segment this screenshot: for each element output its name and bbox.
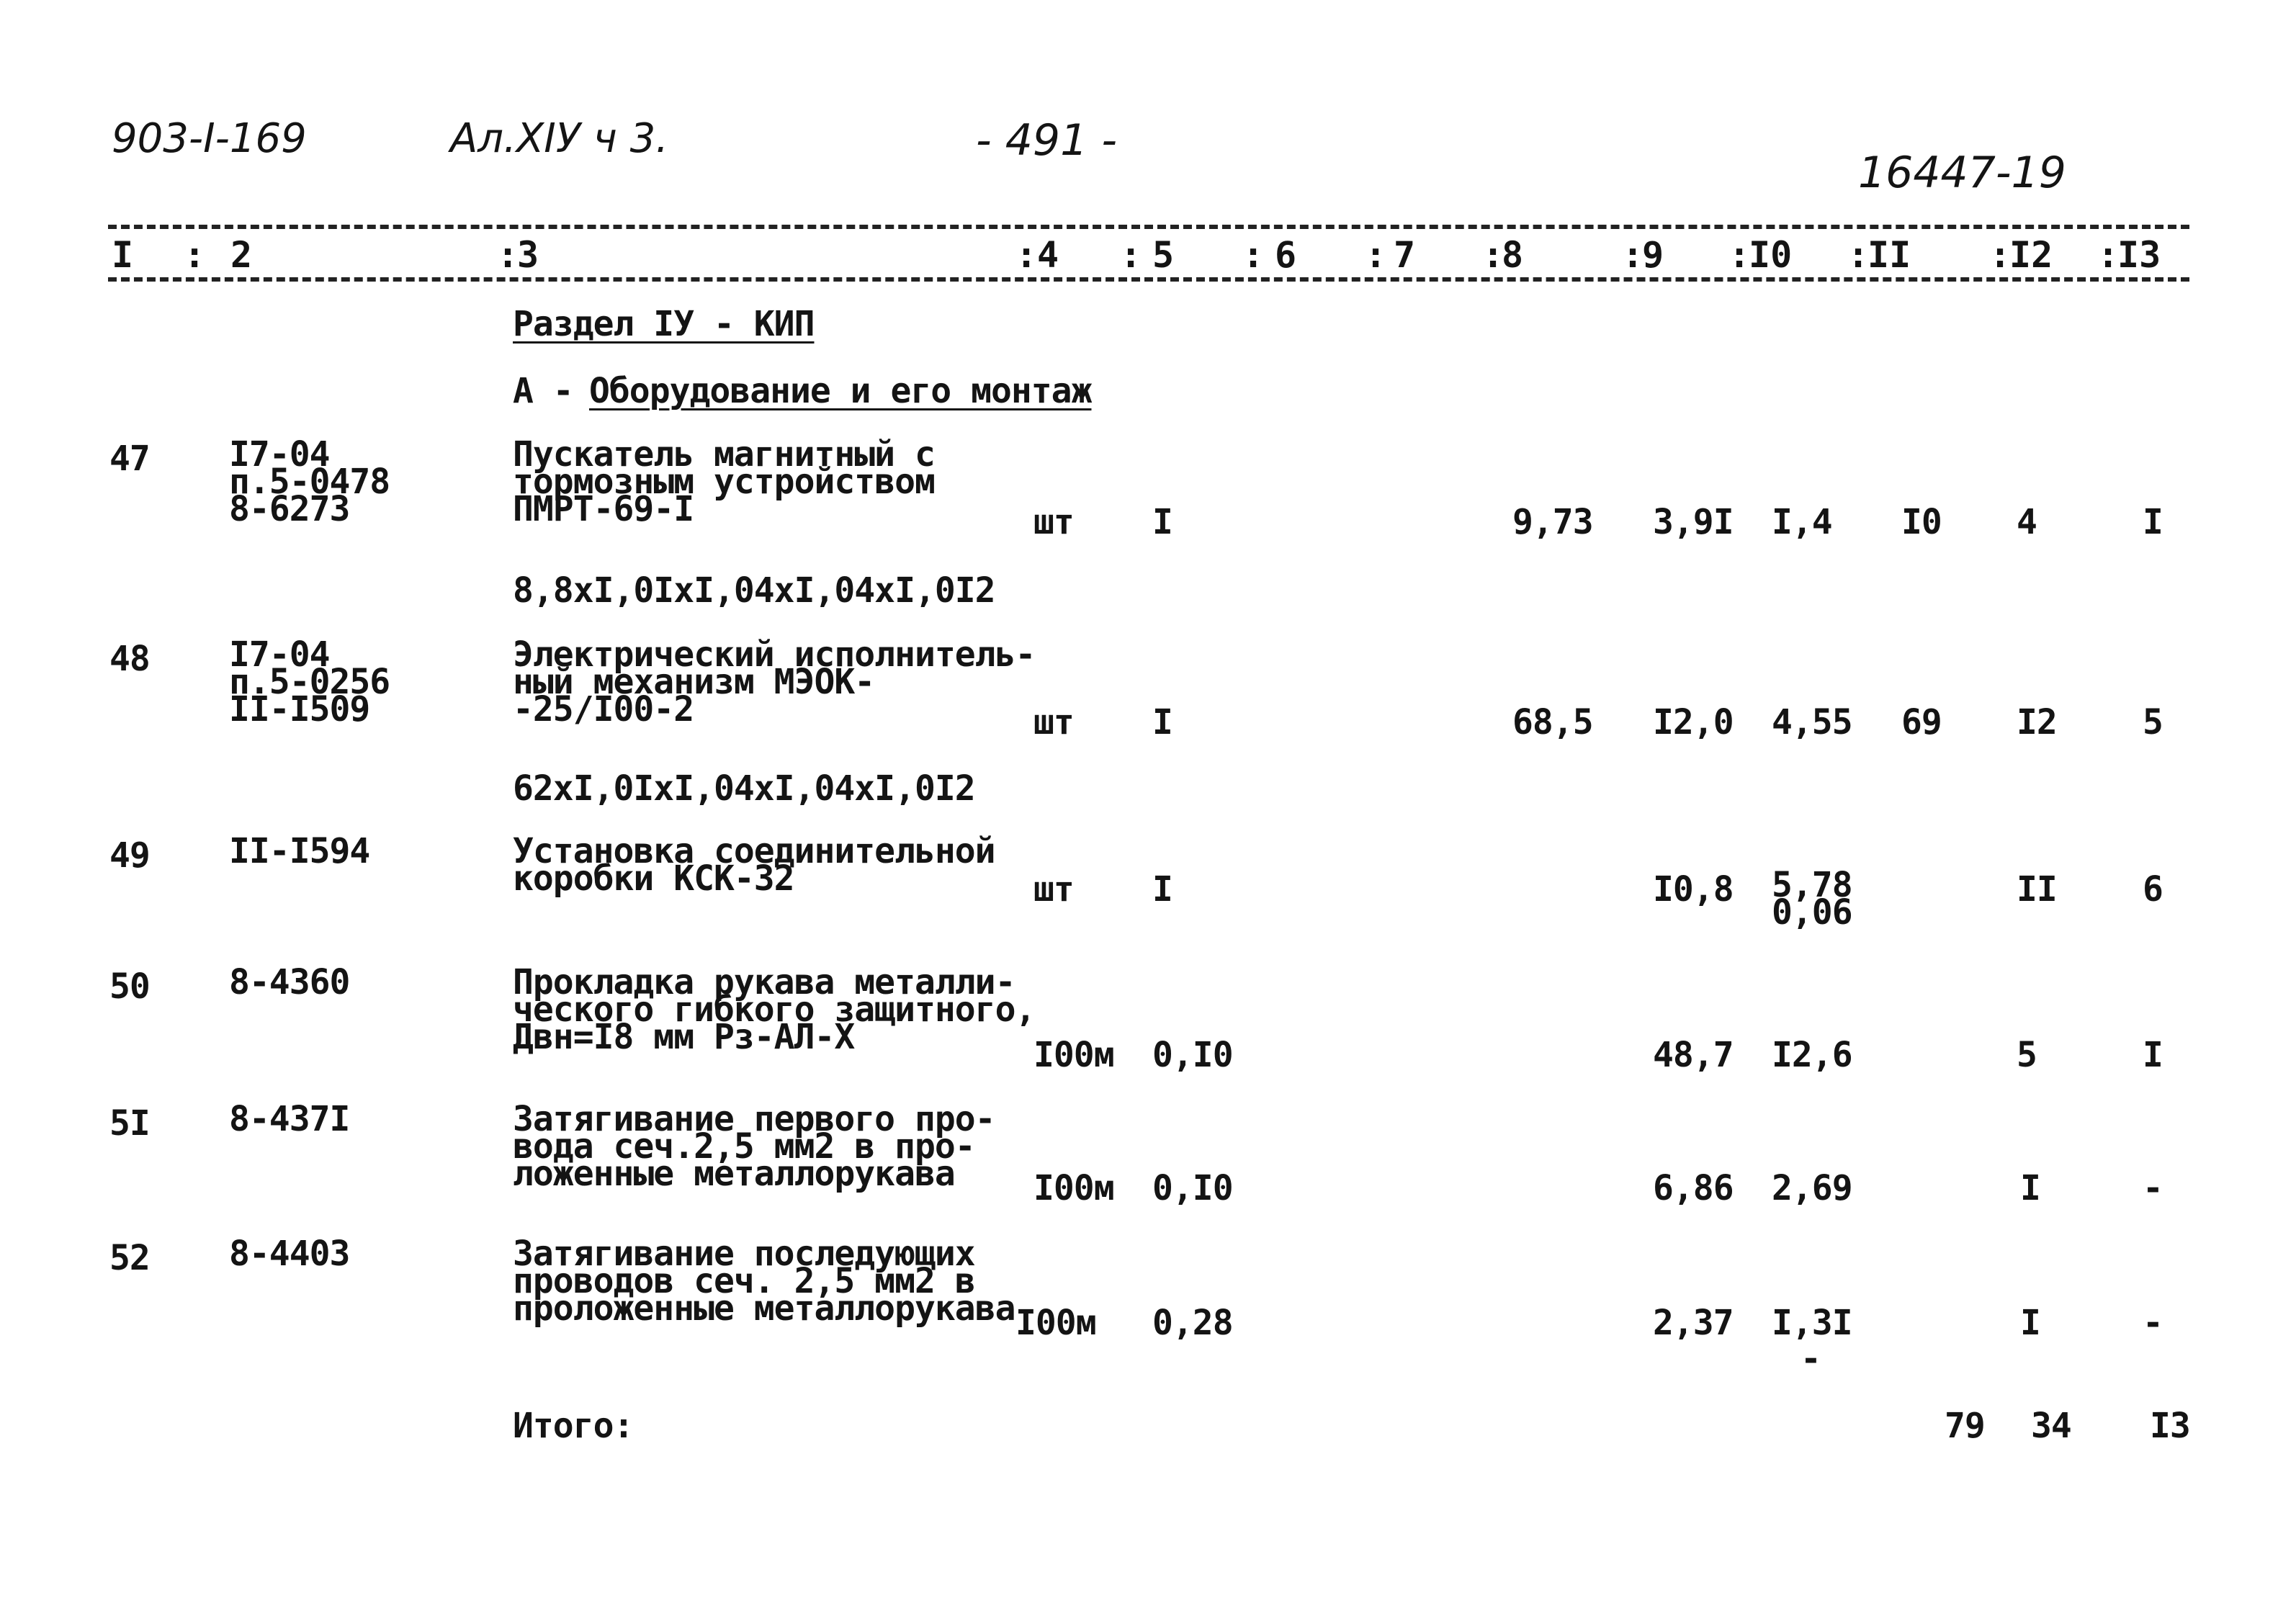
quantity: 0,28 xyxy=(1152,1303,1233,1343)
col-sep-8: : xyxy=(1622,234,1644,276)
item-description: Электрический исполнитель- ный механизм МЭОК- -25/I00-2 xyxy=(513,634,1036,730)
total-col-13: I3 xyxy=(2150,1406,2190,1446)
row-number: 52 xyxy=(109,1238,150,1278)
album-number: Ал.XIУ ч 3. xyxy=(450,115,669,162)
col-sep-1: : xyxy=(184,234,206,276)
page-number: - 491 - xyxy=(976,115,1117,166)
quantity: 0,I0 xyxy=(1152,1035,1233,1075)
col-sep-10: : xyxy=(1847,234,1870,276)
item-description: Прокладка рукава металли- ческого гибкого защитного, Двн=I8 мм Рз-АЛ-Х xyxy=(513,962,1036,1057)
col-sep-5: : xyxy=(1242,234,1265,276)
total-label: Итого: xyxy=(513,1406,634,1446)
total-col-12: 34 xyxy=(2031,1406,2071,1446)
col-sep-11: : xyxy=(1989,234,2012,276)
col-13-value: - xyxy=(2143,1168,2163,1208)
unit: шт xyxy=(1033,869,1074,910)
col-10-value: 2,69 xyxy=(1772,1168,1852,1208)
row-number: 5I xyxy=(109,1103,150,1144)
col-header-10: I0 xyxy=(1749,234,1793,276)
col-header-6: 6 xyxy=(1275,234,1297,276)
col-header-1: I xyxy=(112,234,134,276)
col-sep-2: : xyxy=(497,234,519,276)
col-header-11: II xyxy=(1867,234,1911,276)
col-12-value: I xyxy=(2020,1168,2040,1208)
col-10-mark: - xyxy=(1801,1339,1821,1379)
section-title: Раздел IУ - КИП xyxy=(513,304,815,344)
item-description: Затягивание первого про- вода сеч.2,5 мм2 в про- ложенные металлорукава xyxy=(513,1099,995,1194)
unit: I00м xyxy=(1015,1303,1096,1343)
quantity: I xyxy=(1152,869,1172,910)
row-number: 49 xyxy=(109,835,150,876)
subsection-title: Оборудование и его монтаж xyxy=(589,371,1092,411)
unit: шт xyxy=(1033,502,1074,542)
item-description: Пускатель магнитный с тормозным устройством ПМРТ-69-I xyxy=(513,434,935,529)
col-sep-6: : xyxy=(1365,234,1387,276)
col-10-value: I,3I xyxy=(1772,1303,1852,1343)
calc-formula: 8,8xI,0IxI,04xI,04xI,0I2 xyxy=(513,570,995,611)
col-12-value: 5 xyxy=(2017,1035,2037,1075)
item-description: Установка соединительной коробки КСК-32 xyxy=(513,831,995,899)
col-header-2: 2 xyxy=(230,234,253,276)
unit: шт xyxy=(1033,702,1074,742)
col-sep-4: : xyxy=(1120,234,1142,276)
col-11-value: I0 xyxy=(1901,502,1942,542)
col-13-value: 6 xyxy=(2143,869,2163,910)
col-header-9: 9 xyxy=(1642,234,1664,276)
quantity: I xyxy=(1152,502,1172,542)
col-13-value: 5 xyxy=(2143,702,2163,742)
norm-code: I7-04 п.5-0256 II-I509 xyxy=(229,634,390,730)
col-header-7: 7 xyxy=(1394,234,1416,276)
calc-formula: 62xI,0IxI,04xI,04xI,0I2 xyxy=(513,768,975,809)
row-number: 50 xyxy=(109,966,150,1007)
quantity: I xyxy=(1152,702,1172,742)
col-8-value: 68,5 xyxy=(1512,702,1593,742)
row-number: 48 xyxy=(109,639,150,679)
col-header-13: I3 xyxy=(2117,234,2161,276)
col-8-value: 9,73 xyxy=(1512,502,1593,542)
row-number: 47 xyxy=(109,439,150,479)
header-bottom-rule xyxy=(108,277,2189,282)
col-13-value: - xyxy=(2143,1303,2163,1343)
norm-code: II-I594 xyxy=(229,831,370,871)
col-12-value: II xyxy=(2017,869,2057,910)
col-header-12: I2 xyxy=(2009,234,2053,276)
col-9-value: 3,9I xyxy=(1653,502,1734,542)
col-12-value: 4 xyxy=(2017,502,2037,542)
col-10-value: 5,78 0,06 xyxy=(1772,865,1852,933)
col-10-value: 4,55 xyxy=(1772,702,1852,742)
col-9-value: I0,8 xyxy=(1653,869,1734,910)
norm-code: 8-4360 xyxy=(229,962,350,1002)
col-9-value: I2,0 xyxy=(1653,702,1734,742)
col-10-value: I2,6 xyxy=(1772,1035,1852,1075)
norm-code: 8-437I xyxy=(229,1099,350,1139)
norm-code: 8-4403 xyxy=(229,1234,350,1274)
project-code: 903-I-169 xyxy=(112,115,307,162)
col-12-value: I xyxy=(2020,1303,2040,1343)
col-sep-3: : xyxy=(1015,234,1038,276)
item-description: Затягивание последующих проводов сеч. 2,5 мм2 в проложенные металлорукава xyxy=(513,1234,1015,1329)
unit: I00м xyxy=(1033,1168,1114,1208)
header-top-rule xyxy=(108,225,2189,229)
col-sep-12: : xyxy=(2097,234,2120,276)
col-header-3: 3 xyxy=(517,234,539,276)
col-sep-7: : xyxy=(1482,234,1504,276)
norm-code: I7-04 п.5-0478 8-6273 xyxy=(229,434,390,529)
col-12-value: I2 xyxy=(2017,702,2057,742)
col-13-value: I xyxy=(2143,502,2163,542)
col-10-value: I,4 xyxy=(1772,502,1832,542)
col-header-8: 8 xyxy=(1502,234,1524,276)
col-11-value: 69 xyxy=(1901,702,1942,742)
col-header-5: 5 xyxy=(1152,234,1175,276)
col-13-value: I xyxy=(2143,1035,2163,1075)
col-9-value: 2,37 xyxy=(1653,1303,1734,1343)
col-9-value: 6,86 xyxy=(1653,1168,1734,1208)
col-9-value: 48,7 xyxy=(1653,1035,1734,1075)
quantity: 0,I0 xyxy=(1152,1168,1233,1208)
unit: I00м xyxy=(1033,1035,1114,1075)
col-sep-9: : xyxy=(1728,234,1751,276)
document-number: 16447-19 xyxy=(1858,148,2066,198)
subsection-prefix: А - xyxy=(513,371,573,411)
col-header-4: 4 xyxy=(1037,234,1059,276)
total-col-11: 79 xyxy=(1945,1406,1985,1446)
